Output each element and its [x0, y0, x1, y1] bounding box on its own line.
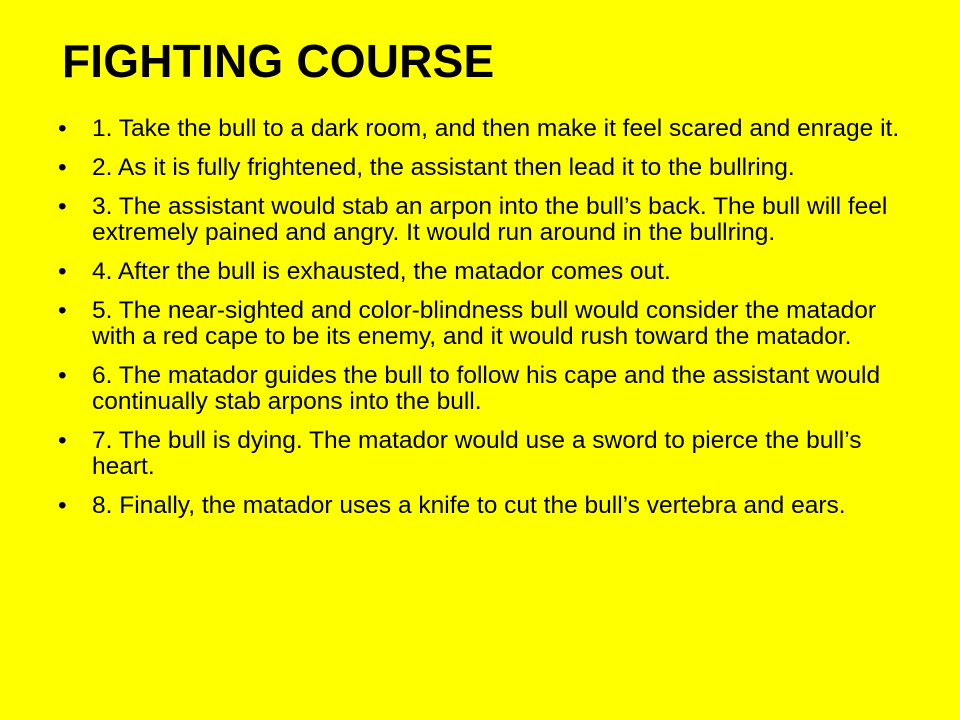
bullet-icon: • — [58, 154, 67, 181]
list-item — [58, 493, 918, 519]
bullet-icon: • — [58, 297, 67, 324]
bullet-icon: • — [58, 492, 67, 519]
list-item-text: 3. The assistant would stab an arpon into the bull’s back. The bull will feel extremely pained and angry. It would run around in the bullring. — [92, 193, 888, 246]
list-item — [58, 363, 918, 415]
bullet-icon: • — [58, 115, 67, 142]
list-item — [58, 194, 918, 246]
list-item — [58, 155, 918, 181]
list-item-text: 7. The bull is dying. The matador would use a sword to pierce the bull’s heart. — [92, 427, 862, 480]
list-item-text: 8. Finally, the matador uses a knife to cut the bull’s vertebra and ears. — [92, 492, 846, 519]
list-item — [58, 116, 918, 142]
bullet-icon: • — [58, 362, 67, 389]
list-item-text: 5. The near-sighted and color-blindness bull would consider the matador with a red cape to be its enemy, and it would rush toward the matador. — [92, 297, 877, 350]
list-item-text: 1. Take the bull to a dark room, and then make it feel scared and enrage it. — [92, 115, 900, 142]
list-item — [58, 298, 918, 350]
list-item — [58, 259, 918, 285]
list-item — [58, 428, 918, 480]
bullet-list — [58, 116, 918, 532]
list-item-text: 6. The matador guides the bull to follow his cape and the assistant would continually stab arpons into the bull. — [92, 362, 881, 415]
bullet-icon: • — [58, 427, 67, 454]
list-item-text: 4. After the bull is exhausted, the matador comes out. — [92, 258, 671, 285]
bullet-icon: • — [58, 193, 67, 220]
slide-title: FIGHTING COURSE — [62, 35, 495, 87]
bullet-icon: • — [58, 258, 67, 285]
list-item-text: 2. As it is fully frightened, the assistant then lead it to the bullring. — [92, 154, 795, 181]
